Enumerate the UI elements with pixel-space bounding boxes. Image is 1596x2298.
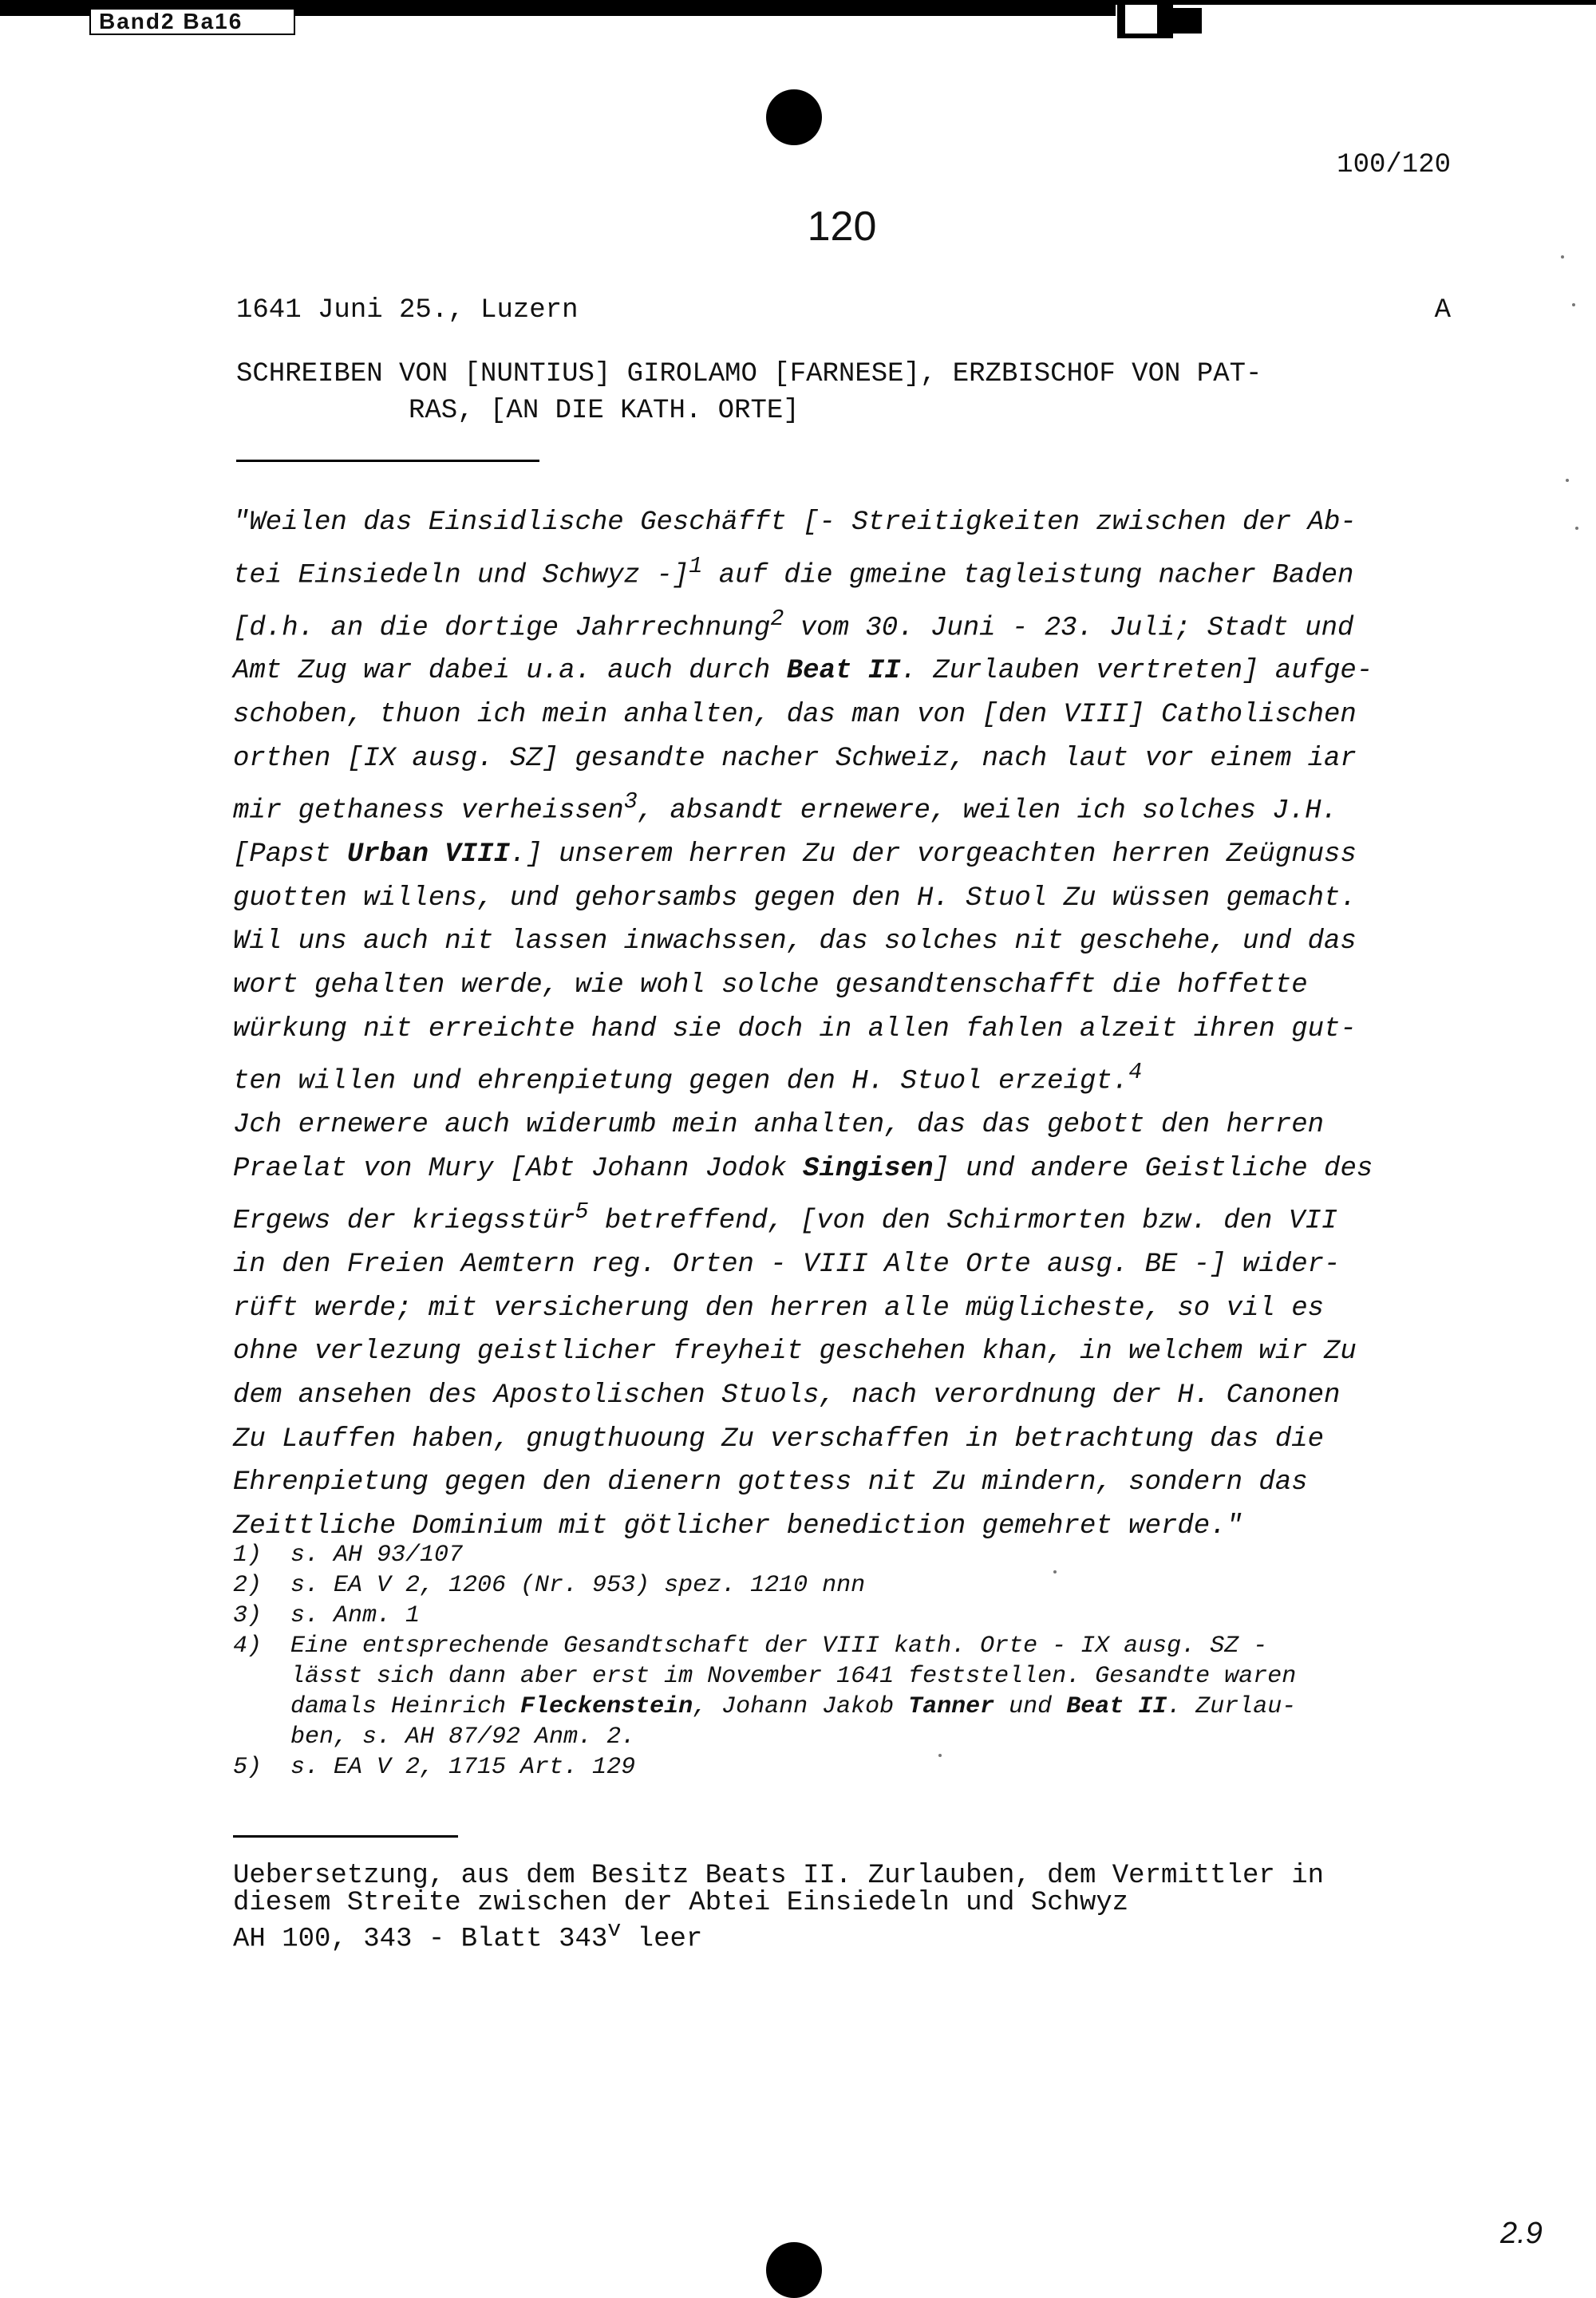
body-line: [Papst Urban VIII.] unserem herren Zu der vorgeachten herren Zeügnuss: [233, 839, 1357, 871]
footnote-item: [233, 1631, 1462, 1752]
body-line: Amt Zug war dabei u.a. auch durch Beat II. Zurlauben vertreten] aufge-: [233, 656, 1373, 687]
heading-line-2: RAS, [AN DIE KATH. ORTE]: [409, 396, 800, 426]
top-black-bar-right: [1116, 0, 1596, 5]
top-tab-block: [1170, 8, 1202, 34]
body-line: dem ansehen des Apostolischen Stuols, nach verordnung der H. Canonen: [233, 1380, 1341, 1411]
page-number: 120: [807, 203, 877, 250]
body-line: Zu Lauffen haben, gnugthuoung Zu verschaffen in betrachtung das die: [233, 1423, 1325, 1455]
body-line: schoben, thuon ich mein anhalten, das man von [den VIII] Catholischen: [233, 700, 1357, 731]
footnote-item: [233, 1540, 1462, 1570]
punch-hole-top: [766, 89, 822, 145]
body-line: Ergews der kriegsstür$^5$ betreffend, [von den Schirmorten bzw. den VII: [233, 1198, 1338, 1237]
footnote-item: [233, 1752, 1462, 1783]
letter-body: [233, 501, 1462, 1548]
body-line: wort gehalten werde, wie wohl solche gesandtenschafft die hoffette: [233, 969, 1308, 1001]
source-note: Uebersetzung, aus dem Besitz Beats II. Zurlauben, dem Vermittler in diesem Streite zwischen der Abtei Einsiedeln und Schwyz AH 100, 343 - Blatt 343$^v$ leer: [233, 1861, 1325, 1955]
date-place: 1641 Juni 25., Luzern: [236, 295, 579, 326]
footnote-text: s. Anm. 1: [290, 1602, 421, 1629]
scan-speck: [938, 1754, 942, 1757]
body-line: guotten willens, und gehorsambs gegen den H. Stuol Zu wüssen gemacht.: [233, 882, 1357, 914]
footnote-number: 4): [233, 1633, 263, 1660]
source-rule: [233, 1835, 458, 1838]
footnote-number: 5): [233, 1754, 263, 1781]
scan-speck: [1561, 255, 1564, 259]
footnote-text: s. EA V 2, 1206 (Nr. 953) spez. 1210 nnn: [290, 1572, 866, 1599]
body-line: mir gethaness verheissen$^3$, absandt ernewere, weilen ich solches J.H.: [233, 788, 1338, 827]
archive-label: Band2 Ba16: [89, 8, 295, 35]
scan-speck: [1575, 527, 1578, 530]
body-line: Ehrenpietung gegen den dienern gottess nit Zu mindern, sondern das: [233, 1467, 1308, 1498]
body-line: Praelat von Mury [Abt Johann Jodok Singisen] und andere Geistliche des: [233, 1153, 1373, 1184]
document-number: 100/120: [1337, 150, 1451, 180]
footnote-number: 1): [233, 1542, 263, 1569]
body-line: in den Freien Aemtern reg. Orten - VIII Alte Orte ausg. BE -] wider-: [233, 1250, 1341, 1281]
footnote-item: [233, 1601, 1462, 1631]
body-line: orthen [IX ausg. SZ] gesandte nacher Schweiz, nach laut vor einem iar: [233, 743, 1357, 774]
punch-hole-bottom: [766, 2242, 822, 2298]
body-line: würkung nit erreichte hand sie doch in allen fahlen alzeit ihren gut-: [233, 1013, 1357, 1044]
footnote-text: s. AH 93/107: [290, 1542, 464, 1569]
body-line: rüft werde; mit versicherung den herren alle müglicheste, so vil es: [233, 1293, 1325, 1324]
scan-speck: [1566, 479, 1569, 482]
page-signature: 2.9: [1500, 2217, 1543, 2250]
footnote-text: Eine entsprechende Gesandtschaft der VIII kath. Orte - IX ausg. SZ - lässt sich dann aber erst im November 1641 feststellen. Gesandte waren damals Heinrich Fleckenstein, Johann Jakob Tanner und Beat II. Zurlau- ben, s. AH 87/92 Anm. 2.: [290, 1633, 1297, 1751]
scan-speck: [1572, 303, 1575, 306]
body-line: Zeittliche Dominium mit götlicher benediction gemehret werde.": [233, 1510, 1243, 1542]
footnote-number: 3): [233, 1602, 263, 1629]
top-tab-window: [1125, 5, 1157, 34]
document-heading: [236, 356, 1449, 429]
footnote-text: s. EA V 2, 1715 Art. 129: [290, 1754, 636, 1781]
document-type: A: [1434, 295, 1451, 326]
body-line: ohne verlezung geistlicher freyheit geschehen khan, in welchem wir Zu: [233, 1337, 1357, 1368]
heading-line-1: SCHREIBEN VON [NUNTIUS] GIROLAMO [FARNESE], ERZBISCHOF VON PAT-: [236, 359, 1262, 389]
body-line: Wil uns auch nit lassen inwachssen, das solches nit geschehe, und das: [233, 926, 1357, 958]
body-line: ten willen und ehrenpietung gegen den H. Stuol erzeigt.$^4$: [233, 1059, 1143, 1097]
body-line: tei Einsiedeln und Schwyz -]$^1$ auf die gmeine tagleistung nacher Baden: [233, 552, 1354, 590]
body-line: Jch ernewere auch widerumb mein anhalten, das das gebott den herren: [233, 1110, 1325, 1141]
footnote-item: [233, 1570, 1462, 1601]
footnotes: [233, 1540, 1462, 1783]
body-line: [d.h. an die dortige Jahrrechnung$^2$ vom 30. Juni - 23. Juli; Stadt und: [233, 605, 1354, 643]
footnote-number: 2): [233, 1572, 263, 1599]
scan-speck: [1053, 1570, 1057, 1573]
body-line: "Weilen das Einsidlische Geschäfft [- Streitigkeiten zwischen der Ab-: [233, 507, 1357, 538]
heading-rule: [236, 460, 539, 462]
